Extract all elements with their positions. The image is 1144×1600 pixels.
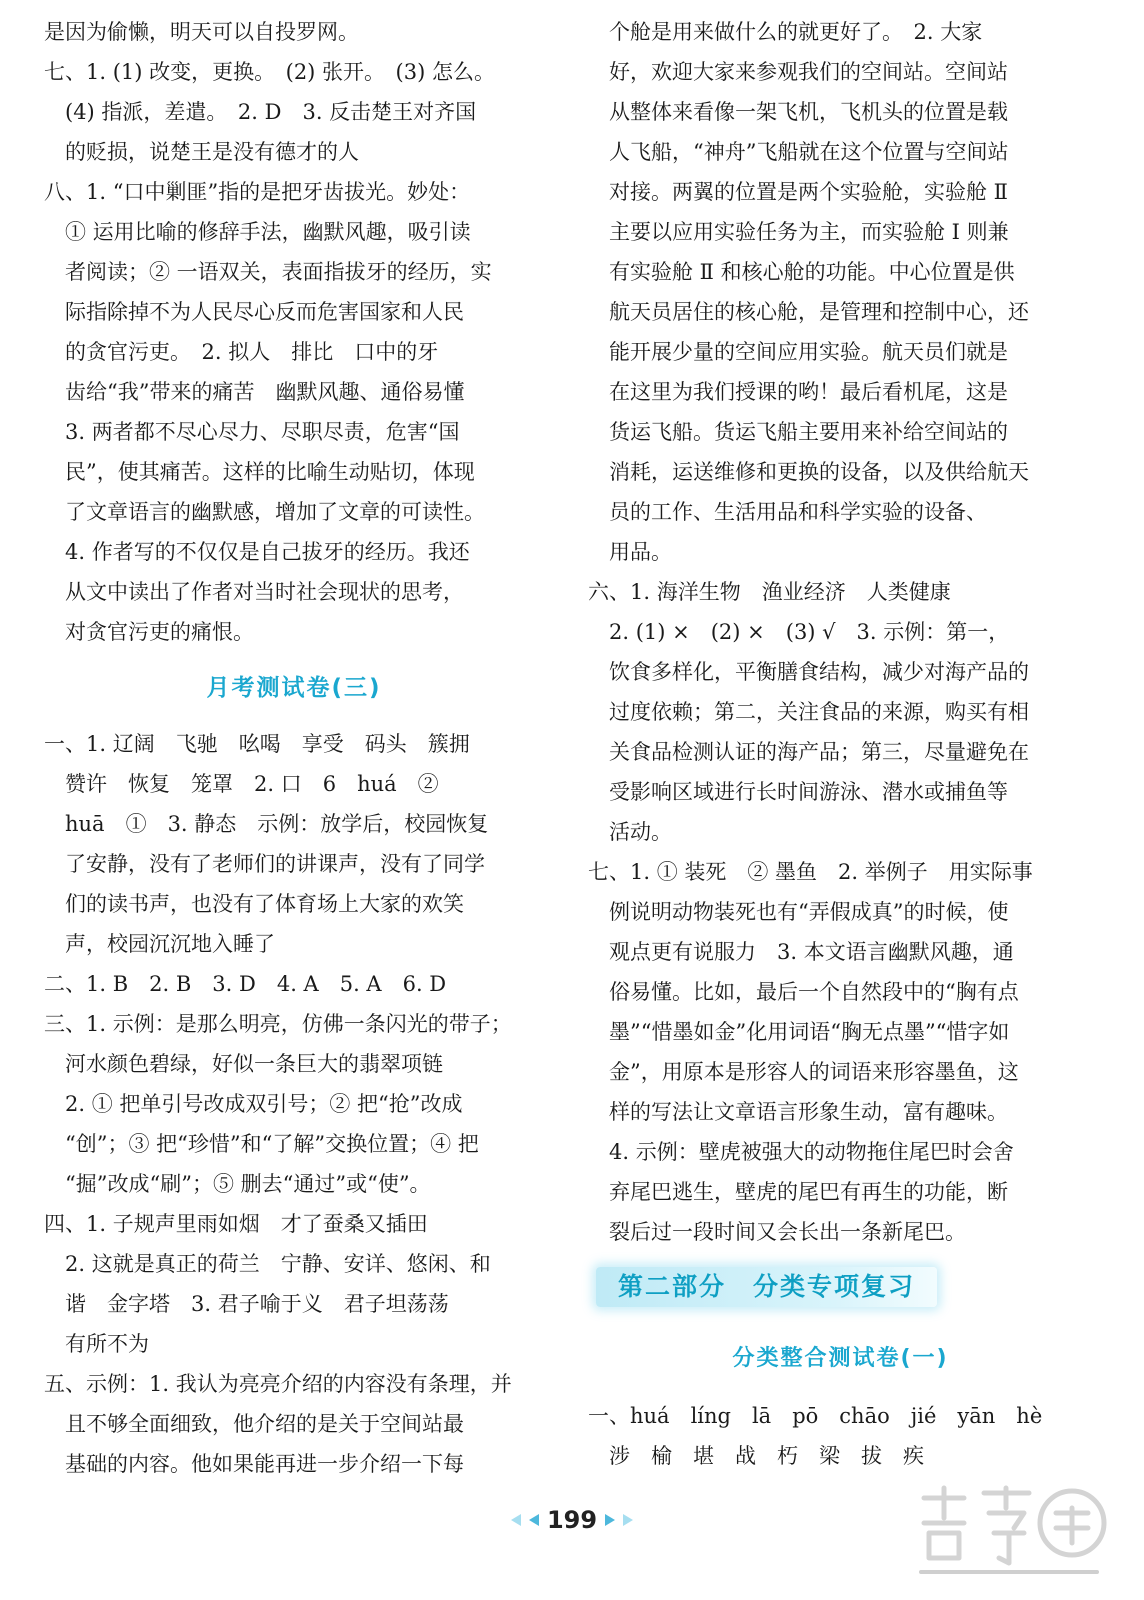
- answer-line: 消耗，运送维修和更换的设备，以及供给航天: [588, 460, 1029, 484]
- answer-line: 三、1. 示例：是那么明亮，仿佛一条闪光的带子；: [44, 1012, 512, 1036]
- answer-line: 2. (1) × (2) × (3) √ 3. 示例：第一，: [588, 620, 1010, 644]
- answer-line: 受影响区域进行长时间游泳、潜水或捕鱼等: [588, 780, 1008, 804]
- answer-line: 一、huá líng lā pō chāo jié yān hè: [588, 1404, 1043, 1428]
- answer-line: 谐 金字塔 3. 君子喻于义 君子坦荡荡: [44, 1292, 449, 1316]
- answer-line: 声，校园沉沉地入睡了: [44, 932, 275, 956]
- answer-line: 裂后过一段时间又会长出一条新尾巴。: [588, 1220, 966, 1244]
- answer-line: 关食品检测认证的海产品；第三，尽量避免在: [588, 740, 1029, 764]
- answer-line: “创”；③ 把“珍惜”和“了解”交换位置；④ 把: [44, 1132, 479, 1156]
- answer-line: 墨”“惜墨如金”化用词语“胸无点墨”“惜字如: [588, 1020, 1010, 1044]
- answer-line: 4. 作者写的不仅仅是自己拔牙的经历。我还: [44, 540, 470, 564]
- answer-line: 个舱是用来做什么的就更好了。 2. 大家: [588, 20, 983, 44]
- answer-line: 民”，使其痛苦。这样的比喻生动贴切，体现: [44, 460, 475, 484]
- answer-line: 活动。: [588, 820, 672, 844]
- answer-block-left-bottom: [44, 724, 544, 1484]
- answer-line: 有所不为: [44, 1332, 149, 1356]
- part-banner: 第二部分 分类专项复习: [596, 1267, 937, 1307]
- answer-line: (4) 指派，差遣。 2. D 3. 反击楚王对齐国: [44, 100, 477, 124]
- answer-line: 俗易懂。比如，最后一个自然段中的“胸有点: [588, 980, 1019, 1004]
- arrow-left-icon: [529, 1514, 539, 1526]
- answer-line: 的贬损，说楚王是没有德才的人: [44, 140, 359, 164]
- answer-line: 主要以应用实验任务为主，而实验舱 Ⅰ 则兼: [588, 220, 1009, 244]
- section-title-classified-test-1: 分类整合测试卷(一): [732, 1346, 949, 1371]
- answer-line: 好，欢迎大家来参观我们的空间站。空间站: [588, 60, 1008, 84]
- answer-line: 五、示例：1. 我认为亮亮介绍的内容没有条理，并: [44, 1372, 512, 1396]
- answer-line: 在这里为我们授课的哟！最后看机尾，这是: [588, 380, 1008, 404]
- answer-line: 样的写法让文章语言形象生动，富有趣味。: [588, 1100, 1008, 1124]
- answer-line: 4. 示例：壁虎被强大的动物拖住尾巴时会舍: [588, 1140, 1014, 1164]
- answer-line: 们的读书声，也没有了体育场上大家的欢笑: [44, 892, 464, 916]
- answer-block-right-bottom: [588, 1396, 1093, 1476]
- watermark-logo-icon: [904, 1478, 1114, 1588]
- answer-line: 有实验舱 Ⅱ 和核心舱的功能。中心位置是供: [588, 260, 1015, 284]
- answer-line: 一、1. 辽阔 飞驰 吆喝 享受 码头 簇拥: [44, 732, 470, 756]
- answer-line: 货运飞船。货运飞船主要用来补给空间站的: [588, 420, 1008, 444]
- answer-line: 员的工作、生活用品和科学实验的设备、: [588, 500, 987, 524]
- right-column: [588, 12, 1093, 1476]
- answer-line: 者阅读；② 一语双关，表面指拔牙的经历，实: [44, 260, 492, 284]
- answer-line: 际指除掉不为人民尽心反而危害国家和人民: [44, 300, 464, 324]
- page-number: 199: [546, 1506, 598, 1534]
- answer-line: 对贪官污吏的痛恨。: [44, 620, 254, 644]
- answer-line: 人飞船，“神舟”飞船就在这个位置与空间站: [588, 140, 1009, 164]
- answer-line: 饮食多样化，平衡膳食结构，减少对海产品的: [588, 660, 1029, 684]
- answer-line: 七、1. (1) 改变，更换。 (2) 张开。 (3) 怎么。: [44, 60, 495, 84]
- answer-line: 六、1. 海洋生物 渔业经济 人类健康: [588, 580, 951, 604]
- answer-line: 八、1. “口中剿匪”指的是把牙齿拔光。妙处：: [44, 180, 471, 204]
- answer-line: 对接。两翼的位置是两个实验舱，实验舱 Ⅱ: [588, 180, 1008, 204]
- answer-line: 观点更有说服力 3. 本文语言幽默风趣，通: [588, 940, 1014, 964]
- answer-line: 弃尾巴逃生，壁虎的尾巴有再生的功能，断: [588, 1180, 1008, 1204]
- answer-line: 从整体来看像一架飞机，飞机头的位置是载: [588, 100, 1008, 124]
- answer-line: 2. 这就是真正的荷兰 宁静、安详、悠闲、和: [44, 1252, 491, 1276]
- answer-line: 例说明动物装死也有“弄假成真”的时候，使: [588, 900, 1009, 924]
- answer-line: ① 运用比喻的修辞手法，幽默风趣，吸引读: [44, 220, 471, 244]
- answer-line: 赞许 恢复 笼罩 2. 口 6 huá ②: [44, 772, 439, 796]
- arrow-left-icon: [511, 1514, 521, 1526]
- arrow-right-icon: [623, 1514, 633, 1526]
- answer-line: 金”，用原本是形容人的词语来形容墨鱼，这: [588, 1060, 1019, 1084]
- answer-line: 二、1. B 2. B 3. D 4. A 5. A 6. D: [44, 972, 447, 996]
- answer-line: 了安静，没有了老师们的讲课声，没有了同学: [44, 852, 485, 876]
- answer-line: 基础的内容。他如果能再进一步介绍一下每: [44, 1452, 464, 1476]
- answer-line: 四、1. 子规声里雨如烟 才了蚕桑又插田: [44, 1212, 428, 1236]
- answer-line: 河水颜色碧绿，好似一条巨大的翡翠项链: [44, 1052, 443, 1076]
- arrow-right-icon: [605, 1514, 615, 1526]
- part-banner-wrap: [588, 1252, 1093, 1322]
- answer-line: 2. ① 把单引号改成双引号；② 把“抢”改成: [44, 1092, 463, 1116]
- left-column: [44, 12, 544, 1484]
- answer-line: 从文中读出了作者对当时社会现状的思考，: [44, 580, 464, 604]
- answer-line: 且不够全面细致，他介绍的是关于空间站最: [44, 1412, 464, 1436]
- answer-line: 过度依赖；第二，关注食品的来源，购买有相: [588, 700, 1029, 724]
- answer-line: 了文章语言的幽默感，增加了文章的可读性。: [44, 500, 485, 524]
- answer-line: 能开展少量的空间应用实验。航天员们就是: [588, 340, 1008, 364]
- section-title-monthly-test-3: 月考测试卷(三): [206, 675, 382, 701]
- answer-line: 的贪官污吏。 2. 拟人 排比 口中的牙: [44, 340, 439, 364]
- answer-line: 3. 两者都不尽心尽力、尽职尽责，危害“国: [44, 420, 460, 444]
- answer-line: 航天员居住的核心舱，是管理和控制中心，还: [588, 300, 1029, 324]
- answer-line: 齿给“我”带来的痛苦 幽默风趣、通俗易懂: [44, 380, 465, 404]
- answer-line: huā ① 3. 静态 示例：放学后，校园恢复: [44, 812, 489, 836]
- answer-block-left-top: [44, 12, 544, 652]
- answer-line: “掘”改成“刷”；⑤ 删去“通过”或“使”。: [44, 1172, 431, 1196]
- answer-block-right-top: [588, 12, 1093, 1252]
- answer-line: 用品。: [588, 540, 672, 564]
- answer-line: 是因为偷懒，明天可以自投罗网。: [44, 20, 359, 44]
- answer-line: 七、1. ① 装死 ② 墨鱼 2. 举例子 用实际事: [588, 860, 1033, 884]
- answer-line: 涉 榆 堪 战 朽 梁 拔 疾: [588, 1444, 924, 1468]
